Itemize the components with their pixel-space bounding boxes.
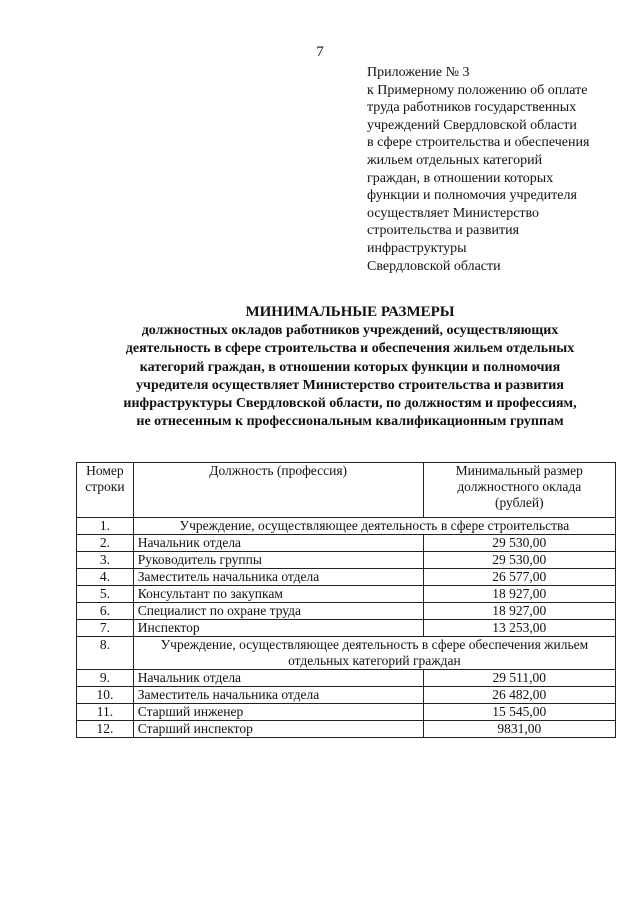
row-salary: 29 511,00 [423, 670, 615, 687]
section-row [77, 518, 616, 535]
title-line: не отнесенным к профессиональным квалификационным группам [136, 414, 564, 430]
row-number: 8. [77, 637, 134, 670]
row-position: Начальник отдела [133, 535, 423, 552]
section-title: Учреждение, осуществляющее деятельность в сфере строительства [133, 518, 615, 535]
table-row [77, 586, 616, 603]
appendix-line: функции и полномочия учредителя [367, 188, 577, 204]
title-line: деятельность в сфере строительства и обеспечения жильем отдельных [125, 341, 575, 357]
header-salary-line3: (рублей) [494, 495, 544, 510]
row-salary: 9831,00 [423, 721, 615, 738]
row-number: 3. [77, 552, 134, 569]
appendix-line: строительства и развития [367, 223, 520, 239]
row-number: 7. [77, 620, 134, 637]
row-salary: 26 577,00 [423, 569, 615, 586]
table-row [77, 552, 616, 569]
row-number: 2. [77, 535, 134, 552]
title-line: должностных окладов работников учреждений, осуществляющих [141, 323, 559, 338]
appendix-line: к Примерному положению об оплате [367, 82, 588, 98]
table-row [77, 603, 616, 620]
appendix-line: учреждений Свердловской области [367, 117, 577, 133]
appendix-line: труда работников государственных [367, 100, 577, 116]
row-number: 5. [77, 586, 134, 603]
table-header-row [77, 463, 616, 518]
header-salary [423, 463, 615, 518]
row-salary: 29 530,00 [423, 552, 615, 569]
header-salary-line1: Минимальный размер [455, 463, 583, 478]
header-num-line2: строки [85, 479, 125, 494]
title-subtitle [60, 322, 640, 432]
row-salary: 18 927,00 [423, 603, 615, 620]
appendix-line: осуществляет Министерство [367, 205, 540, 221]
header-salary-line2: должностного оклада [457, 479, 582, 494]
table-row [77, 687, 616, 704]
appendix-line: Свердловской области [367, 258, 501, 274]
row-number: 9. [77, 670, 134, 687]
document-title [60, 303, 640, 432]
table-row [77, 620, 616, 637]
salary-table [76, 462, 616, 738]
row-position: Начальник отдела [133, 670, 423, 687]
row-position: Инспектор [133, 620, 423, 637]
appendix-line: граждан, в отношении которых [367, 170, 554, 186]
section-title-line1: Учреждение, осуществляющее деятельность в сфере обеспечения жильем [160, 637, 589, 652]
table-row [77, 704, 616, 721]
section-title-line2: отдельных категорий граждан [288, 653, 461, 668]
title-main: МИНИМАЛЬНЫЕ РАЗМЕРЫ [245, 304, 455, 320]
section-row [77, 637, 616, 670]
row-position: Старший инспектор [133, 721, 423, 738]
row-salary: 26 482,00 [423, 687, 615, 704]
row-position: Консультант по закупкам [133, 586, 423, 603]
appendix-line: инфраструктуры [367, 240, 467, 256]
header-row-number [77, 463, 134, 518]
row-number: 6. [77, 603, 134, 620]
row-position: Заместитель начальника отдела [133, 569, 423, 586]
header-num-line1: Номер [86, 463, 124, 478]
appendix-line: в сфере строительства и обеспечения [367, 135, 590, 151]
row-number: 4. [77, 569, 134, 586]
row-number: 1. [77, 518, 134, 535]
row-number: 10. [77, 687, 134, 704]
appendix-line: жильем отдельных категорий [367, 152, 543, 168]
row-number: 12. [77, 721, 134, 738]
row-position: Заместитель начальника отдела [133, 687, 423, 704]
table-row [77, 721, 616, 738]
appendix-note [367, 64, 635, 275]
table-row [77, 535, 616, 552]
row-position: Специалист по охране труда [133, 603, 423, 620]
row-position: Руководитель группы [133, 552, 423, 569]
row-salary: 15 545,00 [423, 704, 615, 721]
page-number: 7 [316, 44, 324, 60]
row-salary: 13 253,00 [423, 620, 615, 637]
header-position-label: Должность (профессия) [209, 463, 348, 478]
table-row [77, 569, 616, 586]
row-position: Старший инженер [133, 704, 423, 721]
title-line: категорий граждан, в отношении которых функции и полномочия [139, 359, 561, 375]
section-title [133, 637, 615, 670]
title-line: учредителя осуществляет Министерство строительства и развития [136, 377, 564, 393]
row-number: 11. [77, 704, 134, 721]
appendix-line: Приложение № 3 [367, 65, 470, 80]
header-position [133, 463, 423, 518]
table-row [77, 670, 616, 687]
title-line: инфраструктуры Свердловской области, по должностям и профессиям, [123, 396, 577, 412]
row-salary: 29 530,00 [423, 535, 615, 552]
row-salary: 18 927,00 [423, 586, 615, 603]
